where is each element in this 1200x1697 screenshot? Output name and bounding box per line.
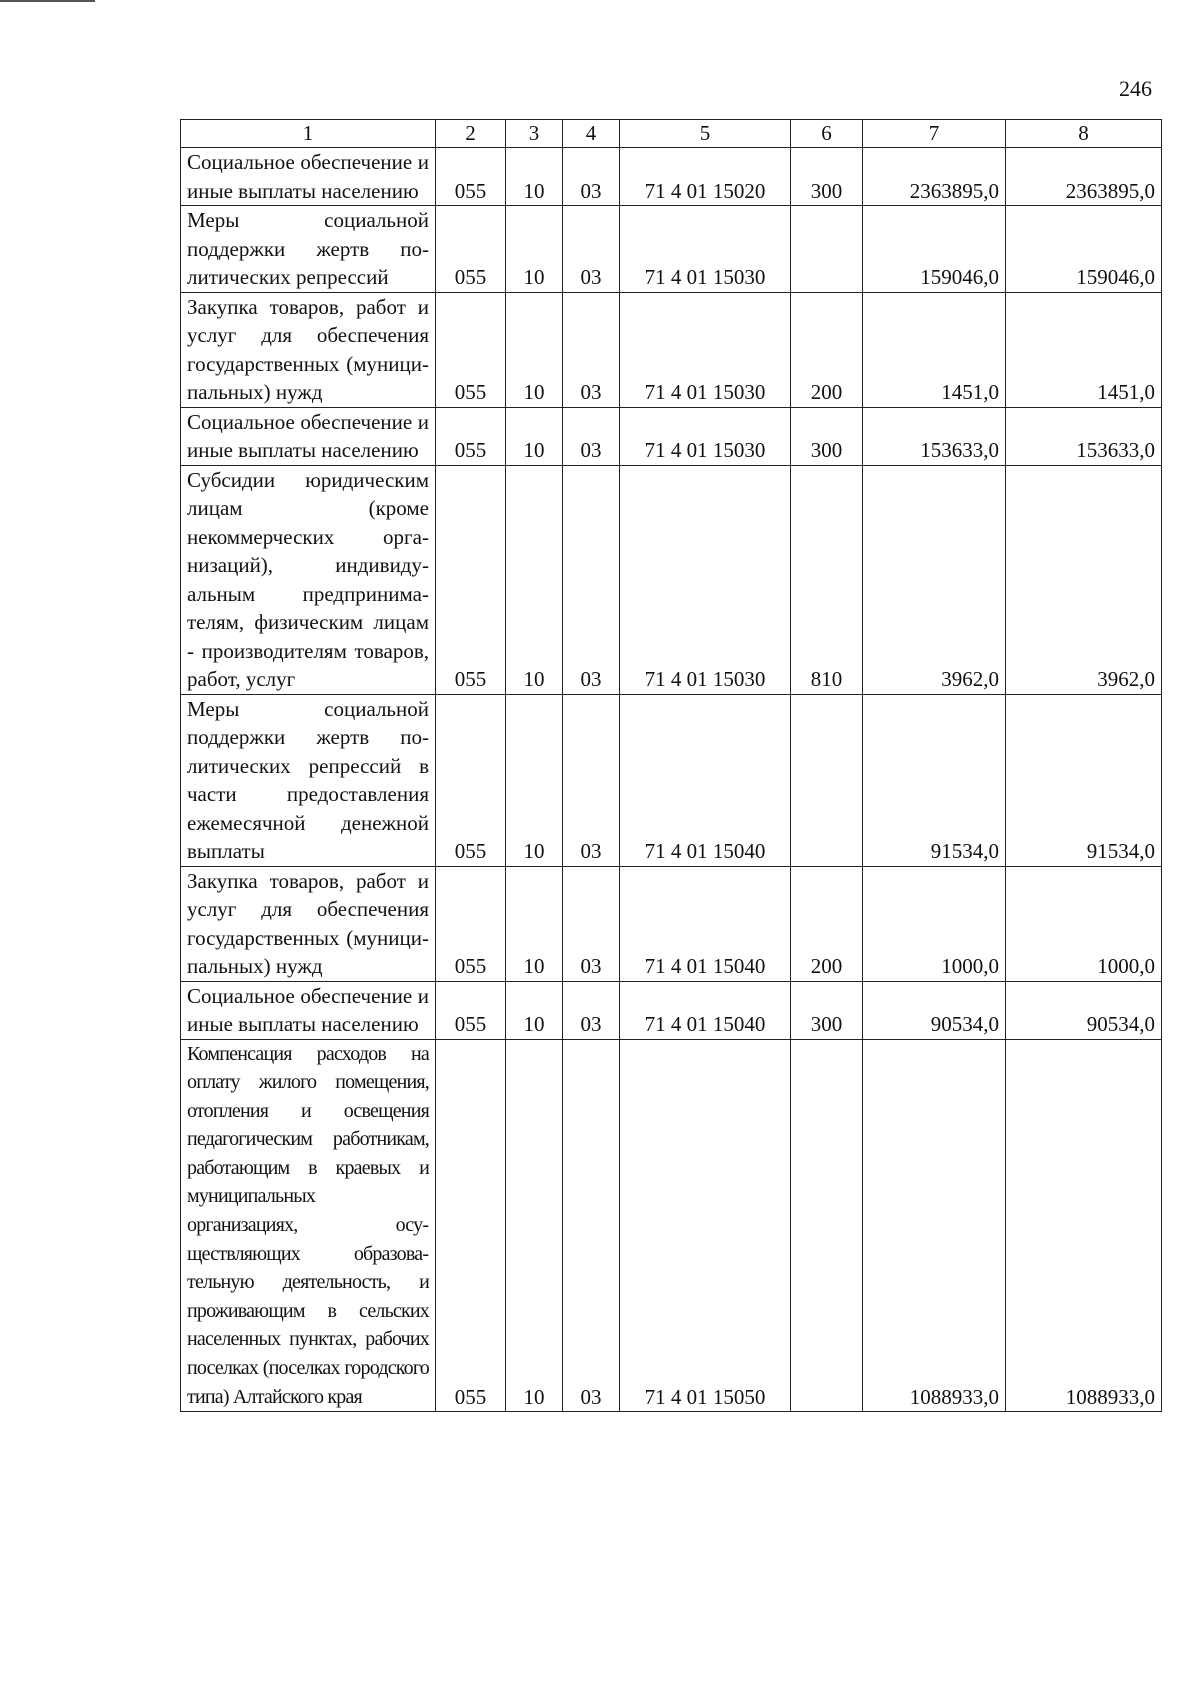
cell-col6 (791, 694, 863, 866)
page-number: 246 (1119, 76, 1152, 101)
cell-col8: 90534,0 (1006, 981, 1162, 1039)
cell-col8: 3962,0 (1006, 465, 1162, 694)
column-header: 4 (563, 120, 620, 148)
cell-col3: 10 (506, 206, 563, 293)
cell-col6: 300 (791, 407, 863, 465)
cell-col5: 71 4 01 15040 (620, 981, 791, 1039)
cell-col4: 03 (563, 407, 620, 465)
column-header: 3 (506, 120, 563, 148)
cell-col4: 03 (563, 1039, 620, 1412)
cell-col4: 03 (563, 292, 620, 407)
cell-col2: 055 (436, 866, 506, 981)
cell-col7: 3962,0 (863, 465, 1006, 694)
cell-col4: 03 (563, 981, 620, 1039)
cell-col4: 03 (563, 148, 620, 206)
cell-col2: 055 (436, 148, 506, 206)
cell-col7: 1451,0 (863, 292, 1006, 407)
cell-col3: 10 (506, 1039, 563, 1412)
cell-col5: 71 4 01 15040 (620, 866, 791, 981)
row-name: Закупка товаров, работ и услуг для обеспечения государственных (муниципальных) нужд (181, 866, 436, 981)
cell-col5: 71 4 01 15050 (620, 1039, 791, 1412)
row-name: Меры социальной поддержки жертв политических репрессий в части предоставления ежемесячной денежной выплаты (181, 694, 436, 866)
table-row (181, 148, 1162, 206)
cell-col5: 71 4 01 15030 (620, 465, 791, 694)
cell-col3: 10 (506, 866, 563, 981)
scan-edge-mark (0, 0, 95, 2)
cell-col7: 1000,0 (863, 866, 1006, 981)
cell-col3: 10 (506, 465, 563, 694)
table-row (181, 694, 1162, 866)
budget-table (180, 119, 1162, 1412)
row-name: Социальное обеспечение и иные выплаты населению (181, 981, 436, 1039)
column-header: 5 (620, 120, 791, 148)
cell-col7: 159046,0 (863, 206, 1006, 293)
cell-col7: 2363895,0 (863, 148, 1006, 206)
cell-col3: 10 (506, 148, 563, 206)
row-name: Субсидии юридическим лицам (кроме некоммерческих организаций), индивидуальным предпринимателям, физическим лицам - производителям товаров, работ, услуг (181, 465, 436, 694)
table-row (181, 407, 1162, 465)
row-name: Меры социальной поддержки жертв политических репрессий (181, 206, 436, 293)
cell-col2: 055 (436, 694, 506, 866)
cell-col8: 2363895,0 (1006, 148, 1162, 206)
table-row (181, 1039, 1162, 1412)
cell-col6 (791, 206, 863, 293)
column-header: 8 (1006, 120, 1162, 148)
cell-col4: 03 (563, 206, 620, 293)
cell-col5: 71 4 01 15030 (620, 206, 791, 293)
cell-col7: 90534,0 (863, 981, 1006, 1039)
table-row (181, 465, 1162, 694)
row-name: Компенсация расходов на оплату жилого помещения, отопления и освещения педагогическим работникам, работающим в краевых и муниципальных организациях, осуществляющих образовательную деятельность, и проживающим в сельских населенных пунктах, рабочих поселках (поселках городского типа) Алтайского края (181, 1039, 436, 1412)
cell-col5: 71 4 01 15020 (620, 148, 791, 206)
cell-col8: 1088933,0 (1006, 1039, 1162, 1412)
cell-col6: 200 (791, 866, 863, 981)
cell-col6: 200 (791, 292, 863, 407)
table-row (181, 866, 1162, 981)
cell-col3: 10 (506, 292, 563, 407)
row-name: Социальное обеспечение и иные выплаты населению (181, 148, 436, 206)
cell-col6: 810 (791, 465, 863, 694)
cell-col7: 153633,0 (863, 407, 1006, 465)
table-row (181, 206, 1162, 293)
cell-col2: 055 (436, 1039, 506, 1412)
cell-col5: 71 4 01 15030 (620, 292, 791, 407)
cell-col3: 10 (506, 981, 563, 1039)
cell-col2: 055 (436, 206, 506, 293)
table-row (181, 981, 1162, 1039)
cell-col7: 91534,0 (863, 694, 1006, 866)
cell-col4: 03 (563, 694, 620, 866)
cell-col2: 055 (436, 292, 506, 407)
table-row (181, 292, 1162, 407)
cell-col4: 03 (563, 465, 620, 694)
cell-col2: 055 (436, 465, 506, 694)
row-name: Социальное обеспечение и иные выплаты населению (181, 407, 436, 465)
column-header: 2 (436, 120, 506, 148)
table-header-row (181, 120, 1162, 148)
cell-col8: 91534,0 (1006, 694, 1162, 866)
cell-col3: 10 (506, 407, 563, 465)
cell-col7: 1088933,0 (863, 1039, 1006, 1412)
cell-col6 (791, 1039, 863, 1412)
row-name: Закупка товаров, работ и услуг для обеспечения государственных (муниципальных) нужд (181, 292, 436, 407)
cell-col2: 055 (436, 981, 506, 1039)
cell-col4: 03 (563, 866, 620, 981)
cell-col2: 055 (436, 407, 506, 465)
cell-col6: 300 (791, 148, 863, 206)
cell-col8: 159046,0 (1006, 206, 1162, 293)
column-header: 7 (863, 120, 1006, 148)
cell-col3: 10 (506, 694, 563, 866)
cell-col8: 153633,0 (1006, 407, 1162, 465)
column-header: 6 (791, 120, 863, 148)
cell-col5: 71 4 01 15040 (620, 694, 791, 866)
cell-col6: 300 (791, 981, 863, 1039)
cell-col8: 1451,0 (1006, 292, 1162, 407)
column-header: 1 (181, 120, 436, 148)
cell-col8: 1000,0 (1006, 866, 1162, 981)
cell-col5: 71 4 01 15030 (620, 407, 791, 465)
